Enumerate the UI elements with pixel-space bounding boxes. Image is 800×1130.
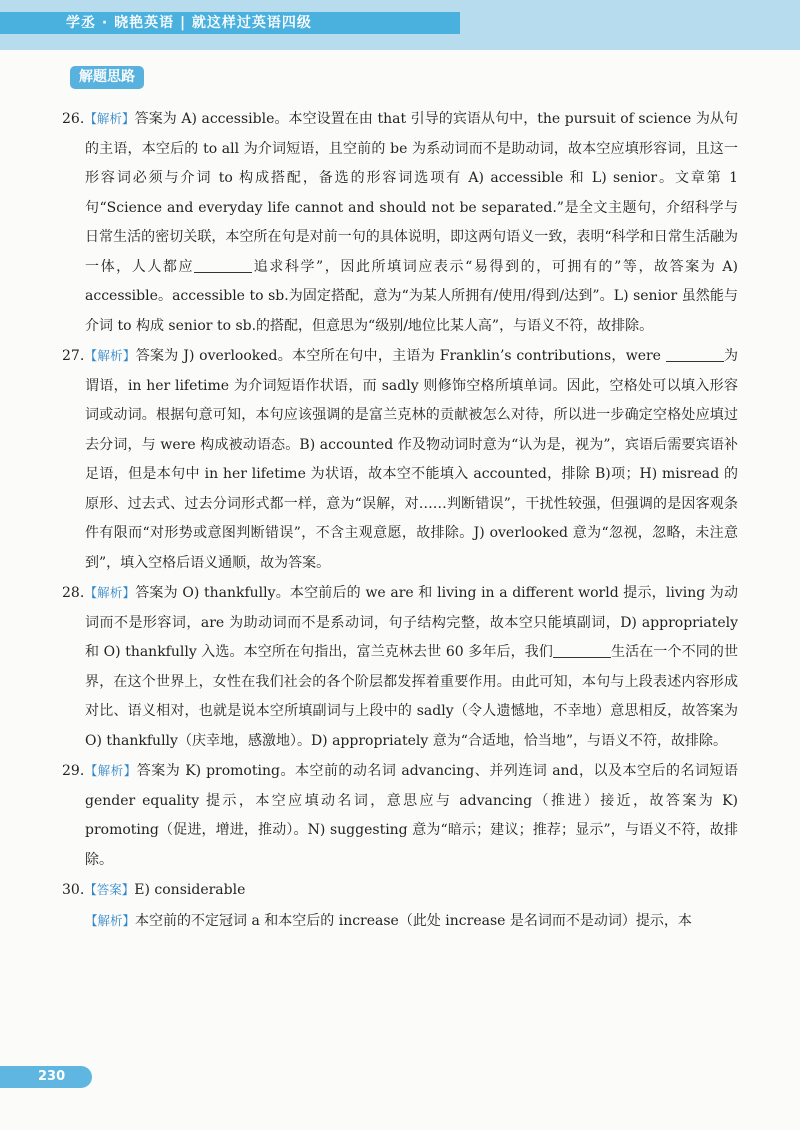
analysis-label: 【解析】 — [84, 348, 136, 363]
answer-label: 【答案】 — [84, 882, 135, 897]
analysis-label: 【解析】 — [85, 912, 136, 928]
q26-text-part1: 答案为 A) accessible。本空设置在由 that 引导的宾语从句中，the pursuit of science 为从句的主语，本空后的 to all 为介词短语，且空前的 be 为系动词而不是助动词，故本空应填形容词，且这一形容词必须与介词 to 构成搭配，备选的形容词选项有 A) accessible 和 L) senior。文章第 1 句“Science and everyday life cannot and should not be separated.”是全文主题句，介绍科学与日常生活的密切关联，本空所在句是对前一句的具体说明，即这两句语义一致，表明“科学和日常生活融为一体，人人都应 — [85, 111, 738, 275]
q28-text-part2: 生活在一个不同的世界，在这个世界上，女性在我们社会的各个阶层都发挥着重要作用。由此可知，本句与上段表述内容形成对比、语义相对，也就是说本空所填副词与上段中的 sadly（令人遗憾地，不幸地）意思相反，故答案为 O) thankfully（庆幸地，感激地）。D) appropriately 意为“合适地，恰当地”，与语义不符，故排除。 — [85, 644, 739, 749]
answer-blank — [666, 347, 724, 362]
book-title: 学丞 · 晓艳英语 | 就这样过英语四级 — [0, 12, 460, 34]
analysis-label: 【解析】 — [84, 763, 137, 778]
analysis-label: 【解析】 — [84, 111, 135, 126]
q28-text-part1: 答案为 O) thankfully。本空前后的 we are 和 living in a different world 提示，living 为动词而不是形容词，are 为助动词而不是系动词，句子结构完整，故本空只能填副词，D) appropriately 和 O) thankfully 入选。本空所在句指出，富兰克林去世 60 多年后，我们 — [85, 585, 738, 660]
q26-number: 26. — [62, 111, 85, 127]
page-content — [62, 104, 738, 936]
q27-text-part2: 为谓语，in her lifetime 为介词短语作状语，而 sadly 则修饰空格所填单词。因此，空格处可以填入形容词或动词。根据句意可知，本句应该强调的是富兰克林的贡献被怎么对待，所以进一步确定空格处应填过去分词，与 were 构成被动语态。B) accounted 作及物动词时意为“认为是，视为”，宾语后需要宾语补足语，但是本句中 in her lifetime 为状语，故本空不能填入 accounted，排除 B)项；H) misread 的原形、过去式、过去分词形式都一样，意为“误解，对……判断错误”，干扰性较强，但强调的是因客观条件有限而“对形势或意图判断错误”，不含主观意愿，故排除。J) overlooked 意为“忽视，忽略，未注意到”，填入空格后语义通顺，故为答案。 — [85, 348, 739, 571]
q28-number: 28. — [62, 585, 85, 601]
question-30-answer — [62, 875, 738, 906]
question-29 — [62, 756, 738, 875]
question-28 — [62, 578, 738, 756]
q27-number: 27. — [62, 348, 85, 364]
q29-number: 29. — [62, 763, 85, 779]
question-30-analysis — [62, 906, 738, 937]
analysis-label: 【解析】 — [84, 585, 136, 600]
q30-answer: E) considerable — [134, 882, 246, 898]
question-26 — [62, 104, 738, 341]
answer-blank — [553, 643, 611, 658]
section-tag: 解题思路 — [70, 66, 144, 89]
q30-number: 30. — [62, 882, 85, 898]
answer-blank — [194, 258, 252, 273]
q30-analysis-text: 本空前的不定冠词 a 和本空后的 increase（此处 increase 是名词而不是动词）提示，本 — [135, 912, 692, 929]
page-number: 230 — [0, 1066, 92, 1088]
question-27 — [62, 341, 738, 578]
q29-text: 答案为 K) promoting。本空前的动名词 advancing、并列连词 and，以及本空后的名词短语 gender equality 提示，本空应填动名词，意思应与 advancing（推进）接近，故答案为 K) promoting（促进，增进，推动）。N) suggesting 意为“暗示；建议；推荐；显示”，与语义不符，故排除。 — [85, 763, 738, 868]
header-bar — [0, 0, 800, 50]
q27-text-part1: 答案为 J) overlooked。本空所在句中，主语为 Franklin’s contributions，were — [135, 348, 661, 364]
q26-text-part2: 追求科学”，因此所填词应表示“易得到的，可拥有的”等，故答案为 A) accessible。accessible to sb.为固定搭配，意为“为某人所拥有/使用/得到/达到”。L) senior 虽然能与介词 to 构成 senior to sb.的搭配，但意思为“级别/地位比某人高”，与语义不符，故排除。 — [85, 258, 739, 334]
